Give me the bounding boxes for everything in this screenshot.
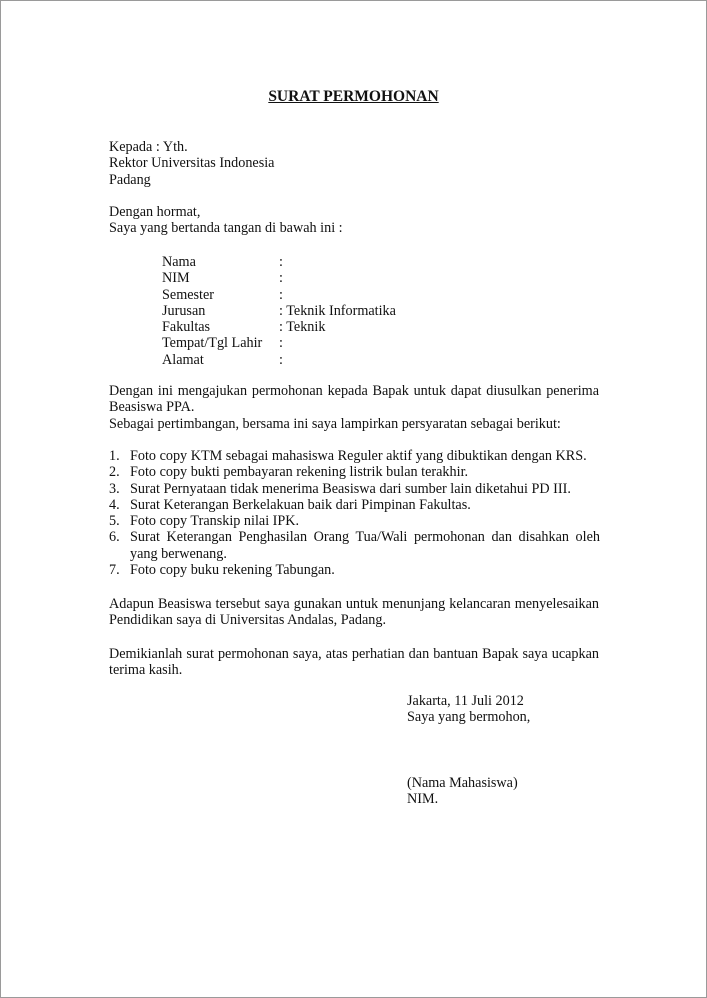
consideration-paragraph: Sebagai pertimbangan, bersama ini saya lampirkan persyaratan sebagai berikut: [109,416,561,432]
list-text: Foto copy buku rekening Tabungan. [130,562,335,579]
identity-value: : Teknik Informatika [279,302,396,319]
identity-value: : [279,335,283,352]
identity-value: : [279,270,283,287]
identity-label: Fakultas [162,319,211,336]
list-number: 7. [109,562,120,579]
salutation: Dengan hormat, [109,204,201,220]
list-item [109,448,600,464]
identity-row [162,352,396,368]
identity-row [162,287,396,303]
signature-block [407,775,518,808]
applicant-label: Saya yang bermohon, [407,709,531,726]
greeting-block [109,204,343,237]
identity-row [162,303,396,319]
list-text: Foto copy KTM sebagai mahasiswa Reguler aktif yang dibuktikan dengan KRS. [130,448,587,464]
recipient-line: Kepada : Yth. [109,139,188,155]
identity-row [162,254,396,270]
signature-header [407,693,530,726]
identity-label: Semester [162,286,215,303]
list-number: 5. [109,513,120,530]
identity-value: : [279,351,283,368]
list-item [109,513,600,529]
identity-row [162,335,396,351]
identity-value: : [279,286,283,303]
closing-paragraph: Demikianlah surat permohonan saya, atas perhatian dan bantuan Bapak saya ucapkan terima kasih. [109,646,599,679]
identity-label: Jurusan [162,302,206,319]
letter-title: SURAT PERMOHONAN [268,88,439,105]
intro-line: Saya yang bertanda tangan di bawah ini : [109,220,343,237]
list-item [109,481,600,497]
list-item [109,562,600,578]
applicant-name: (Nama Mahasiswa) [407,775,518,791]
requirements-list [109,448,600,578]
list-text: Surat Pernyataan tidak menerima Beasiswa dari sumber lain diketahui PD III. [130,480,571,497]
list-item [109,529,600,562]
recipient-block [109,139,274,188]
list-number: 1. [109,448,120,464]
identity-value: : [279,254,283,270]
list-text: Foto copy Transkip nilai IPK. [130,513,300,530]
list-number: 3. [109,480,120,497]
identity-label: NIM [162,270,190,287]
applicant-nim: NIM. [407,791,439,808]
list-number: 2. [109,464,120,481]
list-item [109,464,600,480]
identity-table [162,254,396,368]
list-text: Foto copy bukti pembayaran rekening listrik bulan terakhir. [130,464,469,481]
list-number: 6. [109,529,120,546]
list-text: Surat Keterangan Berkelakuan baik dari Pimpinan Fakultas. [130,496,471,513]
identity-label: Nama [162,254,196,270]
identity-value: : Teknik [279,319,326,336]
identity-label: Alamat [162,351,204,368]
purpose-paragraph: Adapun Beasiswa tersebut saya gunakan untuk menunjang kelancaran menyelesaikan Pendidikan saya di Universitas Andalas, Padang. [109,596,599,629]
list-number: 4. [109,496,120,513]
list-text: Surat Keterangan Penghasilan Orang Tua/Wali permohonan dan disahkan oleh yang berwenang. [130,529,600,562]
identity-row [162,270,396,286]
request-paragraph: Dengan ini mengajukan permohonan kepada Bapak untuk dapat diusulkan penerima Beasiswa PPA. [109,383,599,416]
recipient-line: Padang [109,171,151,188]
place-date: Jakarta, 11 Juli 2012 [407,693,524,709]
list-item [109,497,600,513]
recipient-line: Rektor Universitas Indonesia [109,155,275,172]
identity-label: Tempat/Tgl Lahir [162,335,263,352]
identity-row [162,319,396,335]
